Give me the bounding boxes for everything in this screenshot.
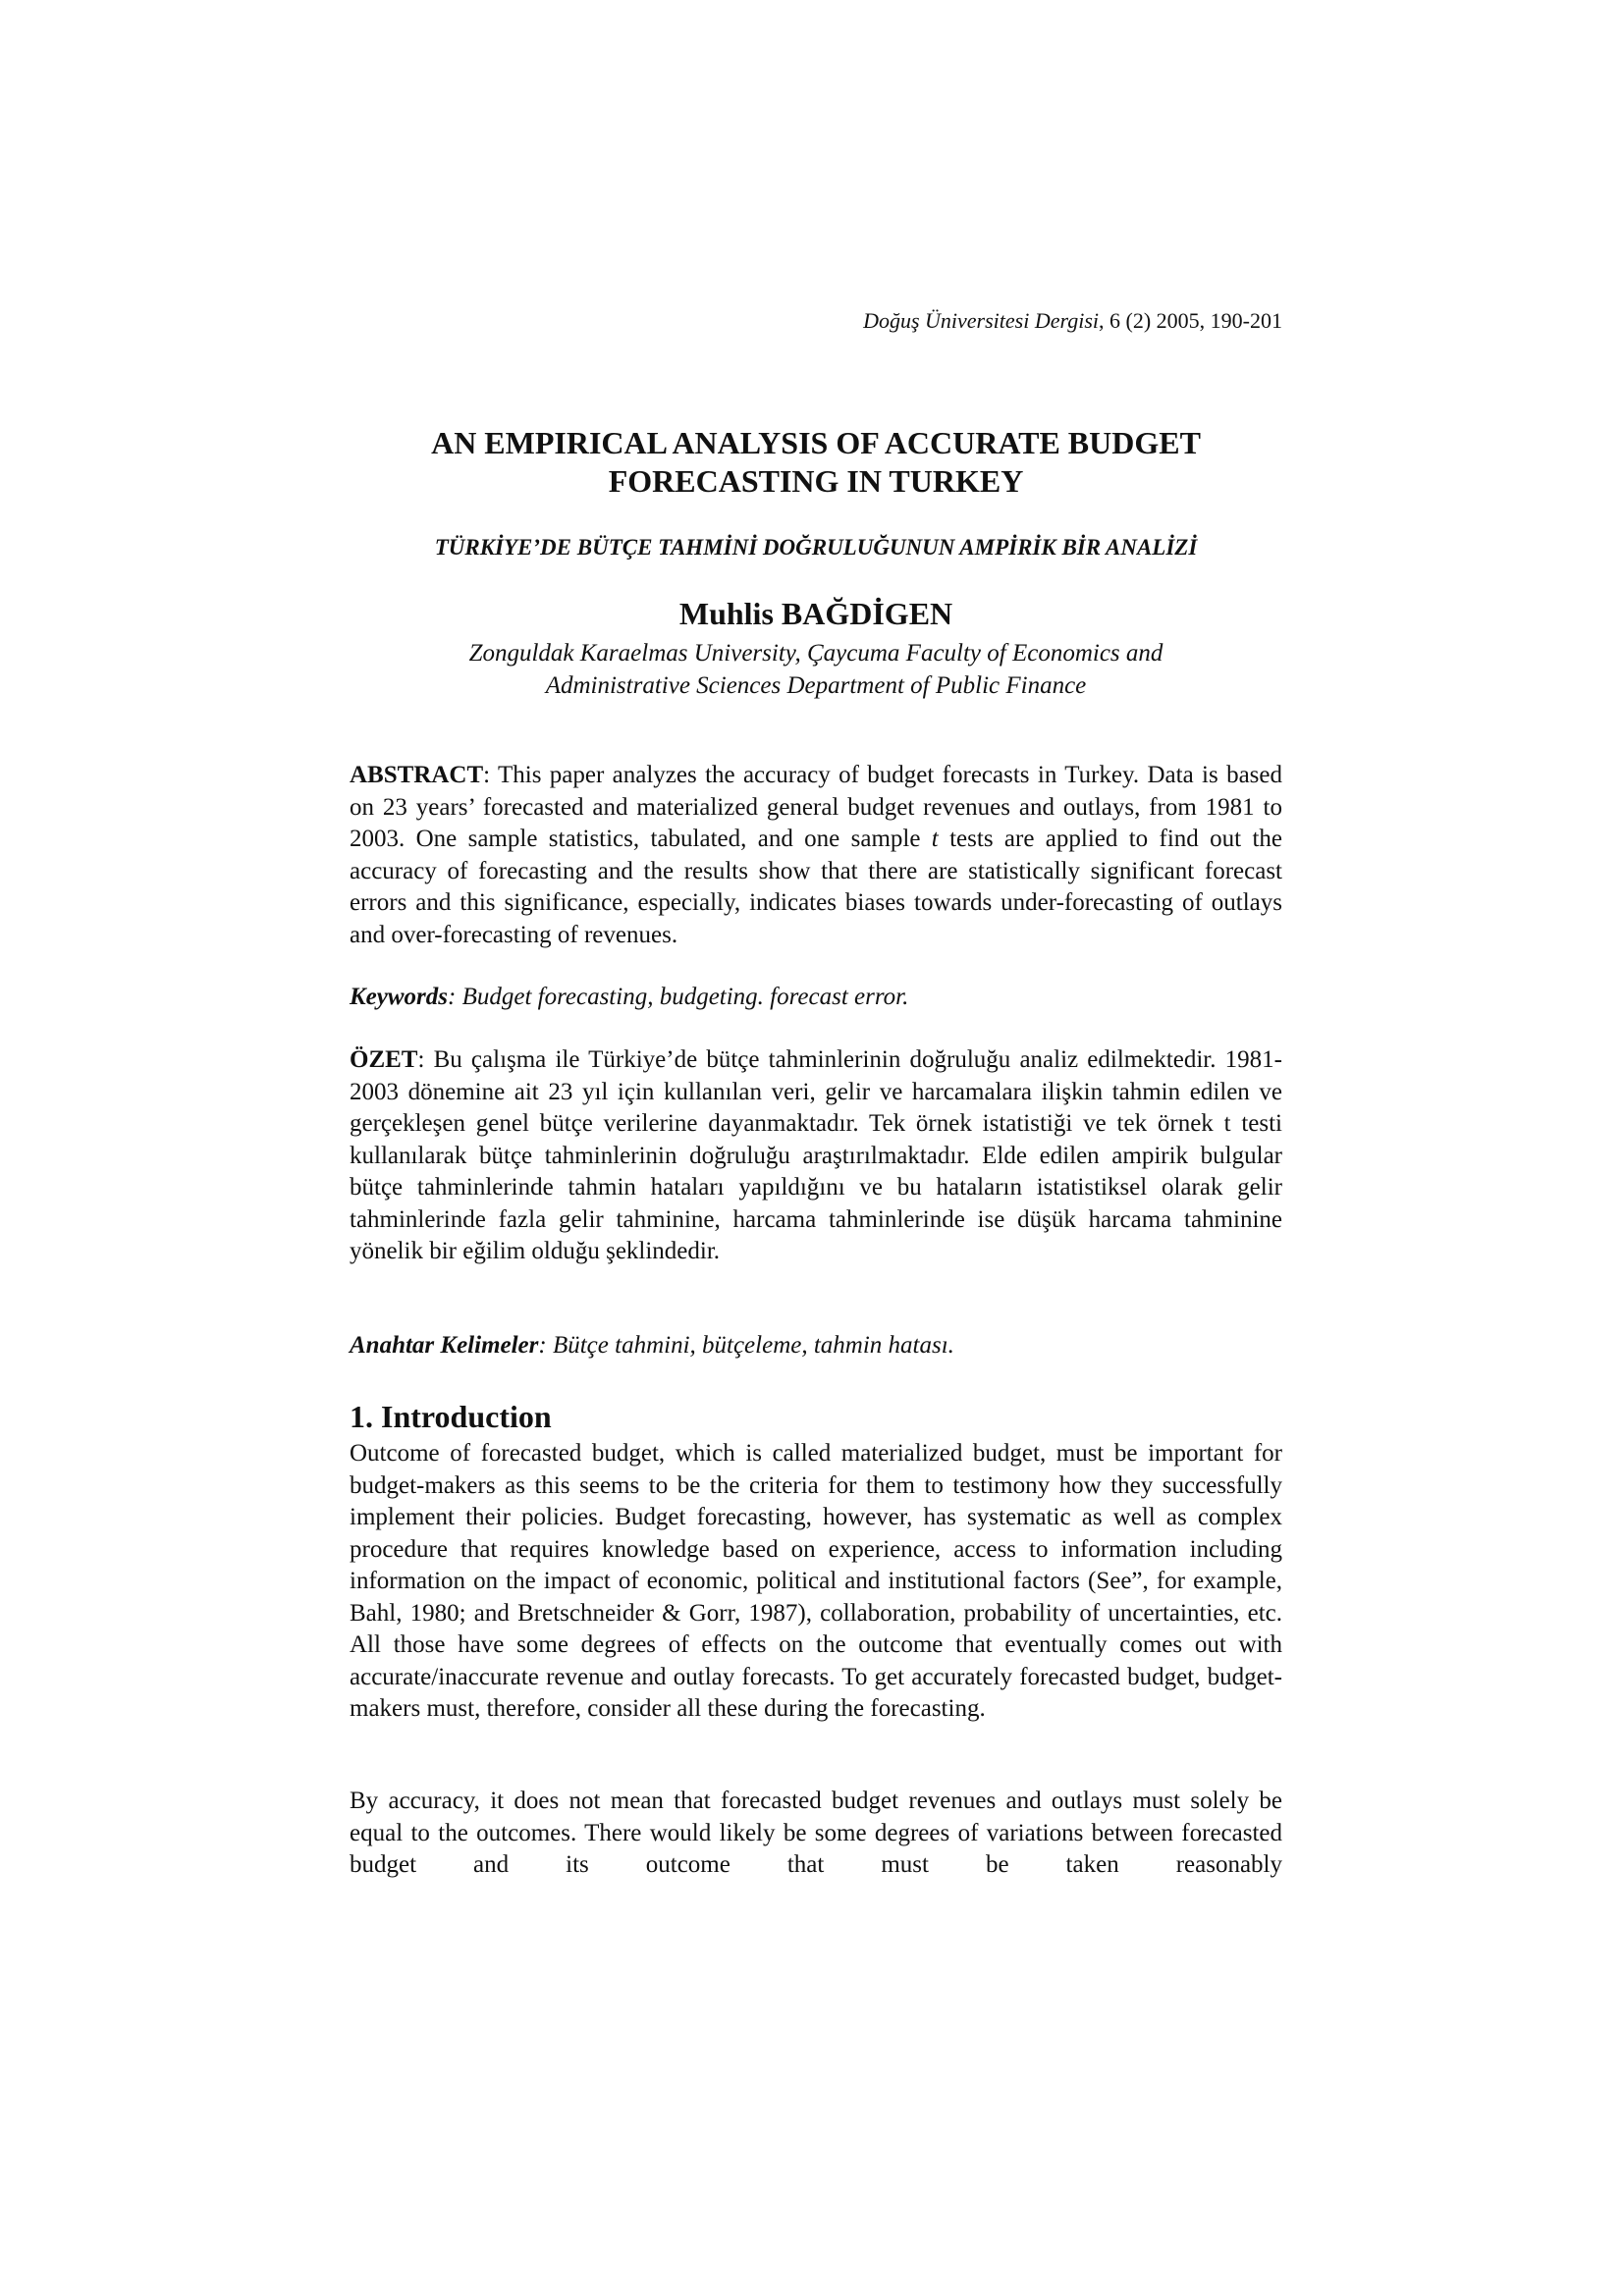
affiliation-line-2: Administrative Sciences Department of Public Finance — [545, 672, 1087, 699]
ozet-text: : Bu çalışma ile Türkiye’de bütçe tahminlerinin doğruluğu analiz edilmektedir. 1981-2003 dönemine ait 23 yıl için kullanılan veri, gelir ve harcamalara ilişkin tahmin edilen ve gerçekleşen genel bütçe verilerine dayanmaktadır. Tek örnek istatistiği ve tek örnek t testi kullanılarak bütçe tahminlerinin doğruluğu araştırılmaktadır. Elde edilen ampirik bulgular bütçe tahminlerinde tahmin hataları yapıldığını ve bu hataların istatistiksel olarak gelir tahminlerinde fazla gelir tahminine, harcama tahminlerinde ise düşük harcama tahminine yönelik bir eğilim olduğu şeklindedir. — [350, 1046, 1282, 1264]
title-line-2: FORECASTING IN TURKEY — [608, 463, 1024, 499]
abstract-t-symbol: t — [931, 826, 939, 852]
author-name: Muhlis BAĞDİGEN — [678, 596, 953, 631]
paper-title — [350, 424, 1282, 501]
keywords-text: : Budget forecasting, budgeting. forecast error. — [448, 984, 909, 1010]
introduction-paragraph-1: Outcome of forecasted budget, which is called materialized budget, must be important for budget-makers as this seems to be the criteria for them to testimony how they successfully implement their policies. Budget forecasting, however, has systematic as well as complex procedure that requires knowledge based on experience, access to information including information on the impact of economic, political and institutional factors (See”, for example, Bahl, 1980; and Bretschneider & Gorr, 1987), collaboration, probability of uncertainties, etc. All those have some degrees of effects on the outcome that eventually comes out with accurate/inaccurate revenue and outlay forecasts. To get accurately forecasted budget, budget-makers must, therefore, consider all these during the forecasting. — [350, 1440, 1282, 1722]
ozet-label: ÖZET — [350, 1046, 418, 1073]
paper-subtitle-turkish: TÜRKİYE’DE BÜTÇE TAHMİNİ DOĞRULUĞUNUN AMPİRİK BİR ANALİZİ — [434, 535, 1198, 560]
abstract-label: ABSTRACT — [350, 762, 484, 788]
keywords-label: Keywords — [350, 984, 448, 1010]
keywords-line — [350, 982, 1282, 1014]
introduction-heading: 1. Introduction — [350, 1399, 552, 1434]
title-line-1: AN EMPIRICAL ANALYSIS OF ACCURATE BUDGET — [431, 425, 1201, 460]
affiliation-line-1: Zonguldak Karaelmas University, Çaycuma Faculty of Economics and — [468, 640, 1163, 667]
anahtar-label: Anahtar Kelimeler — [350, 1332, 539, 1359]
anahtar-kelimeler-line — [350, 1330, 1282, 1362]
author-affiliation — [350, 637, 1282, 702]
introduction-paragraph-2: By accuracy, it does not mean that forecasted budget revenues and outlays must solely be equal to the outcomes. There would likely be some degrees of variations between forecasted budget and its outcome that must be taken reasonably — [350, 1788, 1282, 1878]
abstract-text-1: : This paper analyzes the accuracy of budget forecasts in Turkey. Data is based on 23 years’ forecasted and materialized general budget revenues and outlays, from 1981 to 2003. One sample statistics, tabulated, and one sample — [350, 762, 1282, 852]
journal-citation — [863, 308, 1282, 334]
abstract-text-2: tests are applied to find out the accuracy of forecasting and the results show that there are statistically significant forecast errors and this significance, especially, indicates biases towards under-forecasting of outlays and over-forecasting of revenues. — [350, 826, 1282, 948]
journal-reference: , 6 (2) 2005, 190-201 — [1099, 308, 1282, 333]
ozet-paragraph — [350, 1044, 1282, 1268]
abstract-paragraph — [350, 760, 1282, 951]
anahtar-text: : Bütçe tahmini, bütçeleme, tahmin hatası. — [538, 1332, 954, 1359]
journal-name: Doğuş Üniversitesi Dergisi — [863, 308, 1100, 333]
